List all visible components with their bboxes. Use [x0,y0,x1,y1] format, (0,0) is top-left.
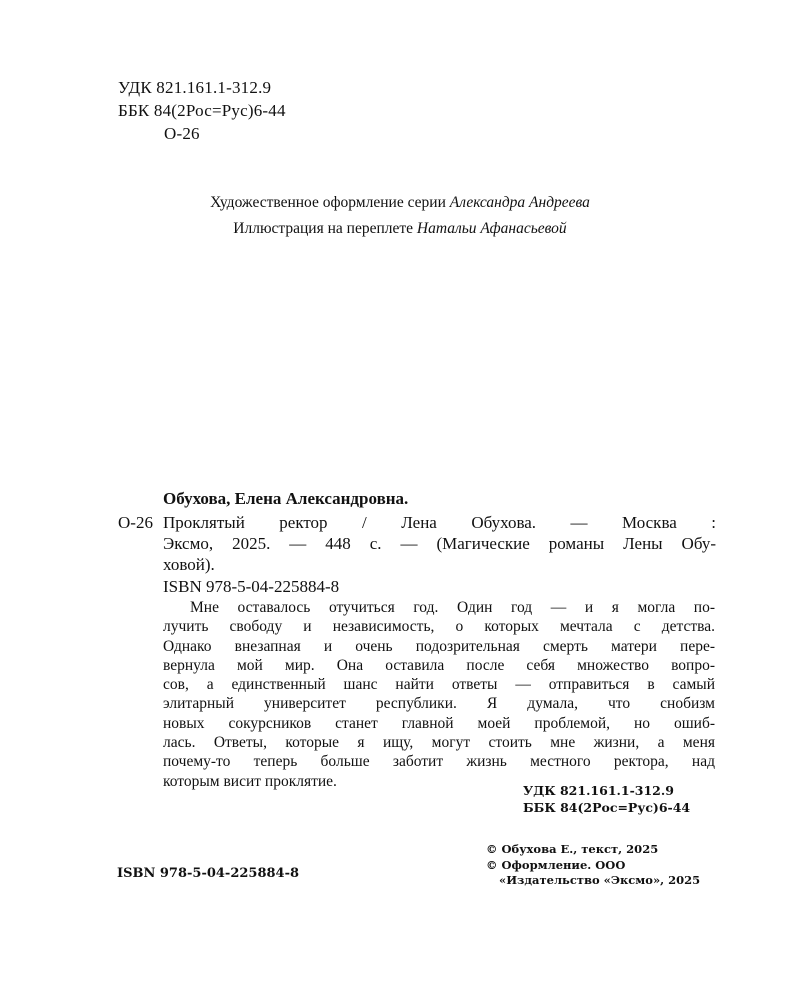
annotation-line: которым висит проклятие. [163,772,337,790]
udk-code-bottom: УДК 821.161.1-312.9 [523,783,674,798]
copyright-block [486,842,700,889]
annotation-line: лась. Ответы, которые я ищу, могут стоить мне жизни, а меня [163,734,715,752]
author-mark-top: О-26 [164,124,200,143]
annotation-line: Однако внезапная и очень подозрительная смерть матери пере- [163,637,715,655]
copyright-text: © Обухова Е., текст, 2025 [486,842,659,856]
annotation-line: Мне оставалось отучиться год. Один год — и я могла по- [190,599,715,616]
description-line [118,512,716,533]
isbn-record: ISBN 978-5-04-225884-8 [163,577,340,596]
annotation-line: сов, а единственный шанс найти ответы — отправиться в самый [163,676,715,694]
description-line [118,554,716,575]
annotation-line: лучить свободу и независимость, о которых мечтала с детства. [163,618,715,636]
author-heading: Обухова, Елена Александровна. [163,489,409,508]
udk-code-top: УДК 821.161.1-312.9 [118,78,272,97]
illustration-credit-name: Натальи Афанасьевой [416,220,567,237]
description-text: ховой). [163,555,215,574]
bbk-code-bottom: ББК 84(2Рос=Рус)6-44 [523,800,691,815]
isbn-bottom: ISBN 978-5-04-225884-8 [117,866,300,881]
bbk-code-top: ББК 84(2Рос=Рус)6-44 [118,101,286,120]
description-line [118,533,716,554]
copyright-design: © Оформление. ООО [486,857,626,872]
design-credit [0,193,800,213]
design-credit-name: Александра Андреева [449,194,590,211]
annotation [163,598,715,791]
illustration-credit-prefix: Иллюстрация на переплете [233,220,417,237]
annotation-line: новых сокурсников станет главной моей проблемой, но ошиб- [163,714,715,732]
annotation-line: вернула мой мир. Она оставила после себя множество вопро- [163,656,715,674]
bibliographic-description [118,512,716,575]
design-credit-prefix: Художественное оформление серии [210,194,450,211]
author-mark: О-26 [118,513,153,532]
annotation-line: элитарный университет республики. Я думала, что снобизм [163,695,715,713]
description-text: Эксмо, 2025. — 448 с. — (Магические романы Лены Обу- [163,534,716,553]
illustration-credit [0,219,800,239]
copyright-publisher: «Издательство «Эксмо», 2025 [499,873,701,887]
annotation-line: почему-то теперь больше заботит жизнь местного ректора, над [163,753,715,771]
description-text: Проклятый ректор / Лена Обухова. — Москва : [163,513,716,532]
